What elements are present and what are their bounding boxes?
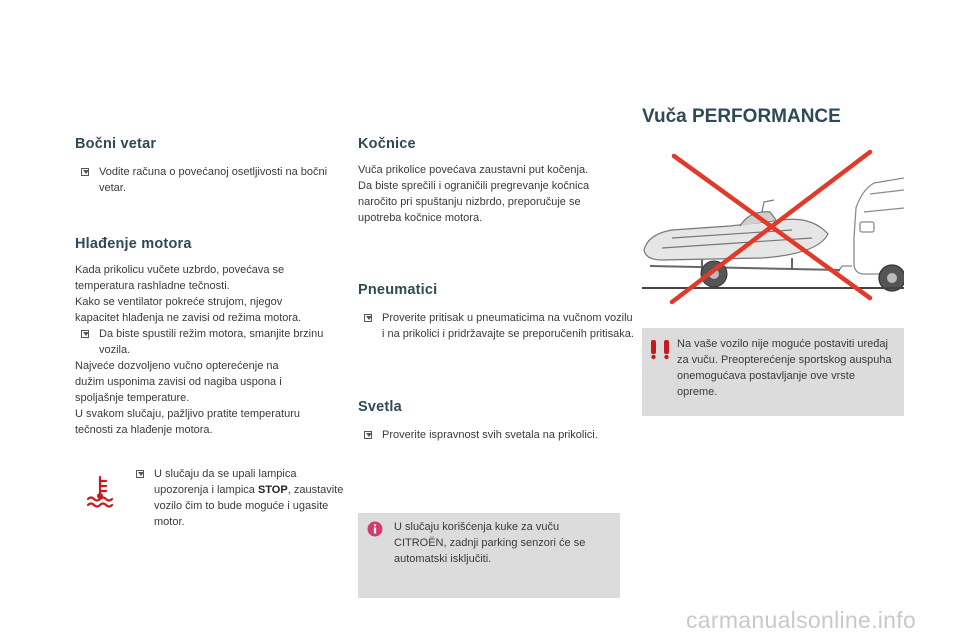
side-wind-section bbox=[75, 136, 337, 196]
engine-cooling-bullet: Da biste spustili režim motora, smanjite brzinu vozila. bbox=[75, 326, 329, 358]
lights-title: Svetla bbox=[358, 399, 402, 415]
parking-sensor-info-text: U slučaju korišćenja kuke za vuču CITROËN, zadnji parking senzori će se automatski isključiti. bbox=[394, 521, 586, 565]
tyres-section bbox=[358, 282, 634, 342]
lights-section bbox=[358, 399, 623, 443]
coolant-warning-text: U slučaju da se upali lampica upozorenja i lampica STOP, zaustavite vozilo čim to bude moguće i ugasite motor. bbox=[130, 466, 344, 530]
bullet-arrow-icon bbox=[364, 314, 372, 322]
engine-cooling-para2: Najveće dozvoljeno vučno opterećenje na dužim usponima zavisi od nagiba uspona i spoljašnje temperature. U svakom slučaju, pažljivo pratite temperaturu tečnosti za hlađenje motora. bbox=[75, 360, 300, 436]
towing-illustration bbox=[642, 138, 904, 312]
performance-title: Vuča PERFORMANCE bbox=[642, 106, 841, 127]
car-rear-icon bbox=[838, 178, 904, 291]
brakes-text: Vuča prikolice povećava zaustavni put kočenja. Da biste sprečili i ograničili pregrevanje kočnica naročito pri spuštanju nizbrdo, preporučuje se upotreba kočnice motora. bbox=[358, 164, 590, 224]
side-wind-title: Bočni vetar bbox=[75, 136, 157, 152]
lights-bullet: Proverite ispravnost svih svetala na prikolici. bbox=[358, 427, 607, 443]
engine-cooling-section bbox=[75, 236, 337, 438]
tyres-bullet: Proverite pritisak u pneumaticima na vučnom vozilu i na prikolici i pridržavajte se preporučenih pritisaka. bbox=[358, 310, 637, 342]
engine-cooling-title: Hlađenje motora bbox=[75, 236, 192, 252]
bullet-arrow-icon bbox=[364, 431, 372, 439]
tyres-title: Pneumatici bbox=[358, 282, 438, 298]
coolant-temperature-icon bbox=[85, 474, 115, 510]
side-wind-bullet: Vodite računa o povećanoj osetljivosti na bočni vetar. bbox=[75, 164, 339, 196]
info-icon bbox=[367, 521, 383, 537]
parking-sensor-info-box bbox=[358, 513, 620, 598]
performance-warning-text: Na vaše vozilo nije moguće postaviti uređaj za vuču. Preopterećenje sportskog auspuha onemogućava postavljanje ove vrste opreme. bbox=[677, 338, 892, 398]
brakes-title: Kočnice bbox=[358, 136, 416, 152]
bullet-arrow-icon bbox=[136, 470, 144, 478]
engine-cooling-para1: Kada prikolicu vučete uzbrdo, povećava se temperatura rashladne tečnosti. Kako se ventilator pokreće strujom, njegov kapacitet hlađenja ne zavisi od režima motora. bbox=[75, 264, 302, 324]
watermark: carmanualsonline.info bbox=[686, 607, 917, 633]
performance-warning-box bbox=[642, 328, 904, 416]
brakes-section bbox=[358, 136, 623, 226]
bullet-arrow-icon bbox=[81, 330, 89, 338]
bullet-arrow-icon bbox=[81, 168, 89, 176]
exclamation-icon bbox=[650, 338, 672, 360]
